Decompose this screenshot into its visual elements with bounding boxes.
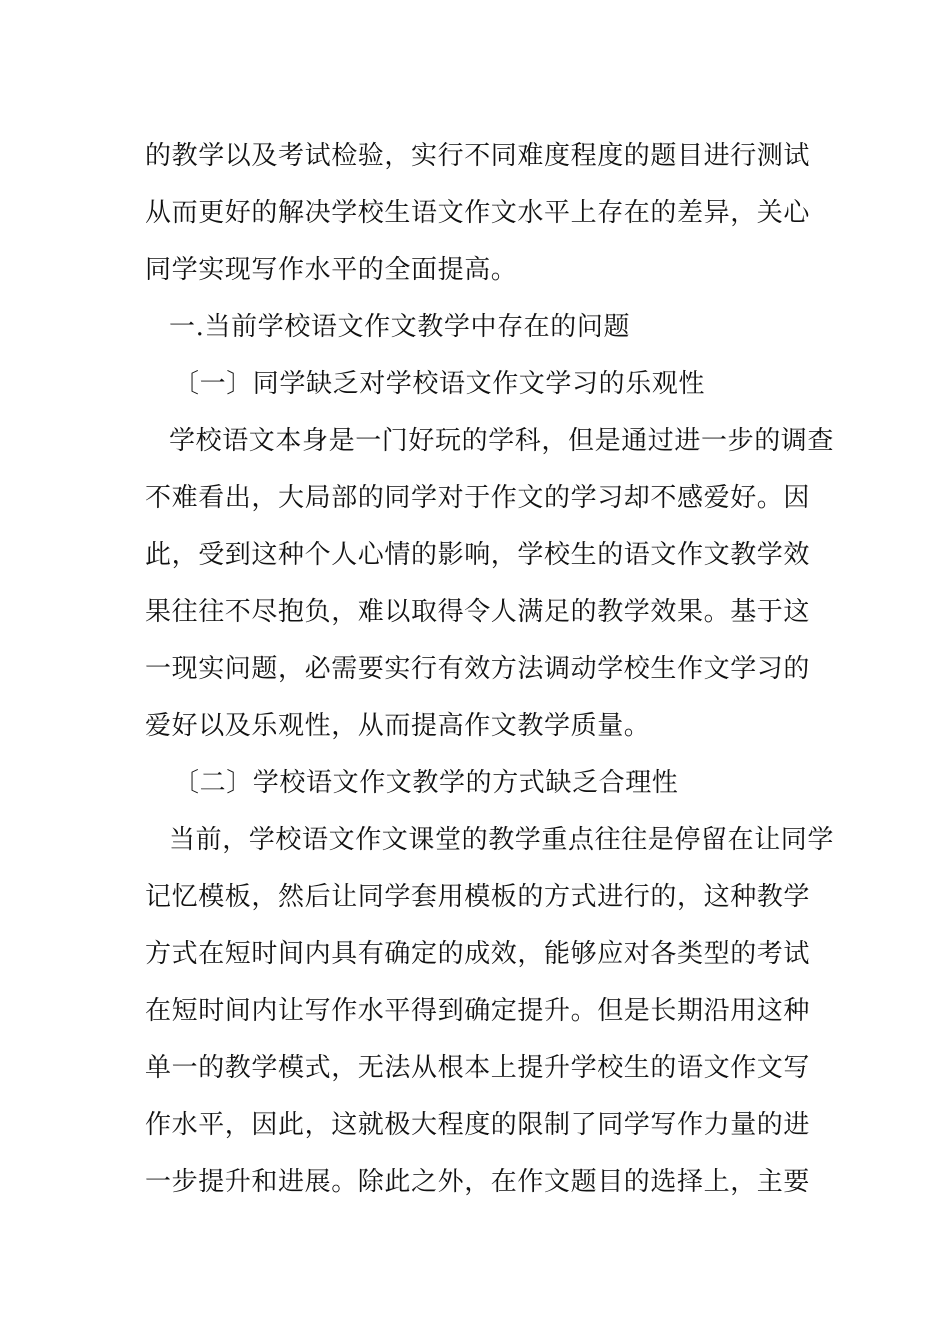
paragraph-start: 学校语文本身是一门好玩的学科，但是通过进一步的调查 (169, 426, 835, 456)
text-line: 的教学以及考试检验，实行不同难度程度的题目进行测试 (145, 141, 811, 171)
text-line: 在短时间内让写作水平得到确定提升。但是长期沿用这种 (145, 996, 811, 1026)
text-line: 单一的教学模式，无法从根本上提升学校生的语文作文写 (145, 1053, 811, 1083)
paragraph-start: 当前，学校语文作文课堂的教学重点往往是停留在让同学 (169, 825, 835, 855)
text-line: 从而更好的解决学校生语文作文水平上存在的差异，关心 (145, 198, 811, 228)
subsection-heading-2: 〔二〕学校语文作文教学的方式缺乏合理性 (173, 768, 679, 798)
section-heading: 一.当前学校语文作文教学中存在的问题 (169, 312, 631, 342)
text-line: 同学实现写作水平的全面提高。 (145, 255, 518, 285)
text-line: 方式在短时间内具有确定的成效，能够应对各类型的考试 (145, 939, 811, 969)
text-line: 一现实问题，必需要实行有效方法调动学校生作文学习的 (145, 654, 811, 684)
text-line: 记忆模板，然后让同学套用模板的方式进行的，这种教学 (145, 882, 811, 912)
text-line: 一步提升和进展。除此之外，在作文题目的选择上，主要 (145, 1167, 811, 1197)
subsection-heading-1: 〔一〕同学缺乏对学校语文作文学习的乐观性 (173, 369, 706, 399)
text-line: 作水平，因此，这就极大程度的限制了同学写作力量的进 (145, 1110, 811, 1140)
body-text (145, 128, 835, 1211)
text-line: 不难看出，大局部的同学对于作文的学习却不感爱好。因 (145, 483, 811, 513)
text-line: 果往往不尽抱负，难以取得令人满足的教学效果。基于这 (145, 597, 811, 627)
text-line: 爱好以及乐观性，从而提高作文教学质量。 (145, 711, 651, 741)
text-line: 此，受到这种个人心情的影响，学校生的语文作文教学效 (145, 540, 811, 570)
